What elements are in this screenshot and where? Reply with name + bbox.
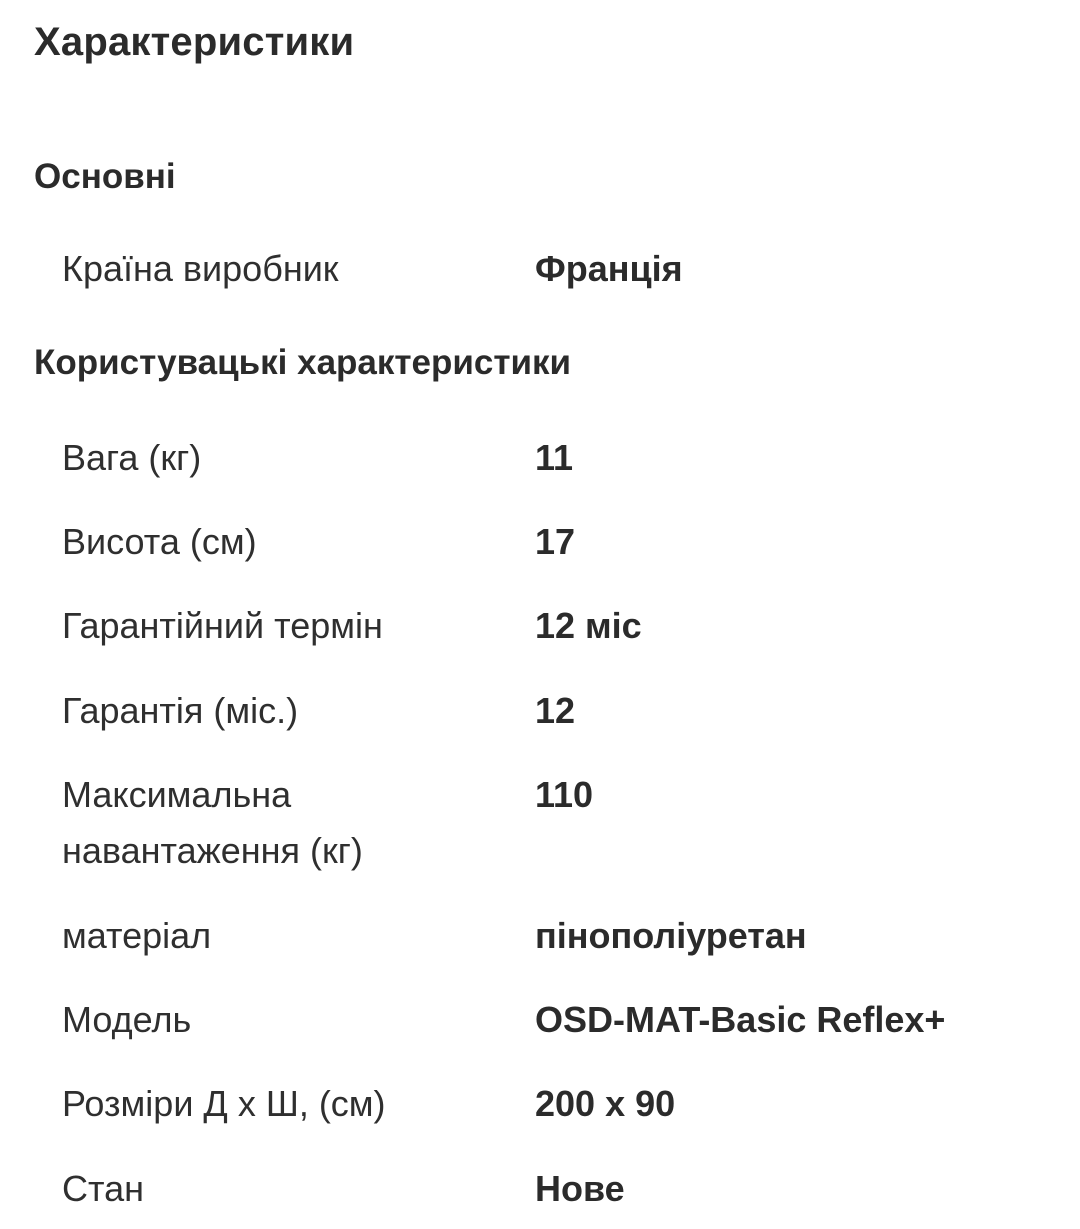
spec-value: пінополіуретан xyxy=(535,915,807,956)
spec-value: 12 міс xyxy=(535,605,642,646)
section-title-user: Користувацькі характеристики xyxy=(34,343,572,382)
spec-label: Стан xyxy=(62,1168,144,1209)
spec-value: 17 xyxy=(535,521,576,562)
spec-label: Країна виробник xyxy=(62,248,339,289)
spec-value: OSD-MAT-Basic Reflex+ xyxy=(535,999,946,1040)
spec-value: 12 xyxy=(535,690,576,731)
spec-label: Модель xyxy=(62,999,192,1040)
section-title-main: Основні xyxy=(34,157,176,196)
spec-label: Максимальна навантаження (кг) xyxy=(62,774,363,871)
spec-label: Гарантія (міс.) xyxy=(62,690,299,731)
spec-value: Франція xyxy=(535,248,683,289)
spec-label: Вага (кг) xyxy=(62,437,202,478)
spec-value: 200 х 90 xyxy=(535,1083,676,1124)
spec-label: Висота (см) xyxy=(62,521,257,562)
spec-label: Розміри Д х Ш, (см) xyxy=(62,1083,386,1124)
spec-value: 110 xyxy=(535,774,594,815)
spec-label: матеріал xyxy=(62,915,212,956)
spec-label: Гарантійний термін xyxy=(62,605,383,646)
page-title: Характеристики xyxy=(34,20,355,64)
spec-value: Нове xyxy=(535,1168,625,1209)
spec-value: 11 xyxy=(535,437,574,478)
